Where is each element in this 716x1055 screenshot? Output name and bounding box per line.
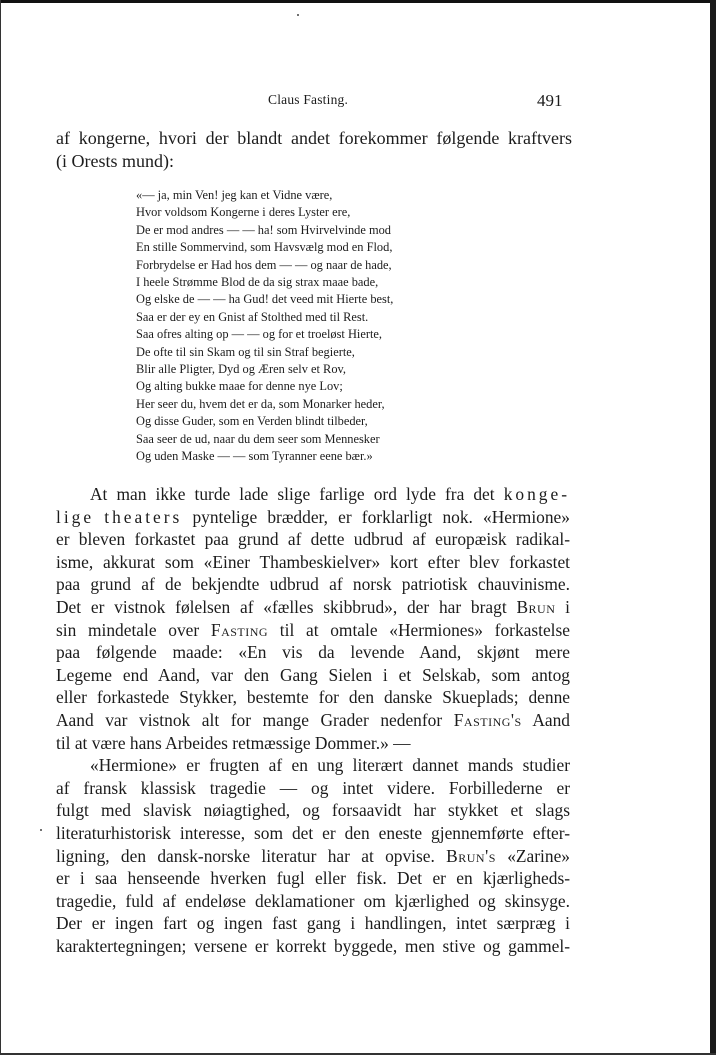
- text-line: [56, 619, 570, 642]
- text-line: [56, 596, 570, 619]
- intro-text: [56, 127, 572, 173]
- scan-speck: [297, 14, 299, 16]
- text-line: (i Orests mund):: [56, 151, 174, 171]
- emphasis-spaced: theaters: [104, 506, 183, 527]
- emphasis-spaced: konge-: [503, 484, 570, 504]
- text-line: tragedie, fuld af endeløse deklamationer om kjærlighed og skinsyge.: [56, 890, 570, 911]
- text-line: [56, 506, 570, 529]
- text-run: til at omtale «Hermiones» forkastelse: [268, 619, 570, 640]
- running-head: Claus Fasting.: [268, 92, 349, 107]
- text-run: At man ikke turde lade slige farlige ord lyde fra det: [90, 484, 495, 504]
- text-line: [56, 709, 570, 732]
- poem-line: Blir alle Pligter, Dyd og Æren selv et Rov,: [136, 362, 346, 377]
- poem-line: De ofte til sin Skam og til sin Straf begierte,: [136, 344, 355, 359]
- text-line: Legeme end Aand, var den Gang Sielen i et Selskab, som antog: [56, 664, 570, 685]
- text-line: eller forkastede Stykker, bestemte for den danske Skueplads; denne: [56, 687, 570, 708]
- author-name: Brun's: [446, 845, 496, 866]
- poem-line: Saa er der ey en Gnist af Stolthed med til Rest.: [136, 309, 369, 324]
- body-text: [56, 483, 570, 957]
- text-run: sin mindetale over: [56, 619, 200, 640]
- text-line: Der er ingen fart og ingen fast gang i handlingen, intet særpræg i: [56, 913, 570, 934]
- scan-edge-right: [710, 0, 716, 1055]
- poem-line: I heele Strømme Blod de da sig strax maae bade,: [136, 275, 379, 290]
- text-line: paa grund af de bekjendte udbrud af norsk patriotisk chauvinisme.: [56, 574, 570, 595]
- poem-line: Forbrydelse er Had hos dem — — og naar de hade,: [136, 257, 392, 272]
- poem-line: Saa seer de ud, naar du dem seer som Mennesker: [136, 431, 380, 446]
- text-line: af kongerne, hvori der blandt andet forekommer følgende kraftvers: [56, 128, 572, 148]
- text-line: til at være hans Arbeides retmæssige Dommer.» —: [56, 732, 411, 753]
- poem-line: Og elske de — — ha Gud! det veed mit Hierte best,: [136, 292, 394, 307]
- poem-line: Og alting bukke maae for denne nye Lov;: [136, 379, 343, 394]
- text-line: «Hermione» er frugten af en ung literært dannet mands studier: [90, 755, 570, 776]
- emphasis-spaced: lige: [56, 506, 95, 527]
- text-run: Aand var vistnok alt for mange Grader nedenfor: [56, 709, 443, 730]
- text-run: ligning, den dansk-norske literatur har at opvise.: [56, 845, 435, 866]
- text-line: paa følgende maade: «En vis da levende Aand, skjønt mere: [56, 642, 570, 663]
- author-name: Fasting's: [453, 709, 522, 730]
- text-run: i: [555, 596, 570, 617]
- scan-speck: [40, 829, 42, 831]
- author-name: Fasting: [210, 619, 269, 640]
- poem-line: Hvor voldsom Kongerne i deres Lyster ere,: [136, 205, 351, 220]
- poem-line: Og uden Maske — — som Tyranner eene bær.»: [136, 449, 373, 464]
- poem-line: Saa ofres alting op — — og for et troeløst Hierte,: [136, 327, 383, 342]
- poem-line: Her seer du, hvem det er da, som Monarker heder,: [136, 396, 385, 411]
- text-run: «Zarine»: [495, 845, 570, 866]
- poem-line: De er mod andres — — ha! som Hvirvelvinde mod: [136, 222, 391, 237]
- author-name: Brun: [516, 596, 556, 617]
- text-line: karaktertegningen; versene er korrekt byggede, men stive og gammel-: [56, 935, 570, 956]
- text-line: [56, 845, 570, 868]
- text-line: literaturhistorisk interesse, som det er den eneste gjennemførte efter-: [56, 822, 570, 843]
- text-line: [56, 483, 570, 506]
- text-run: Det er vistnok følelsen af «fælles skibbrud», der har bragt: [56, 596, 507, 617]
- scan-edge-left: [0, 0, 1, 1055]
- poem-line: En stille Sommervind, som Havsvælg mod en Flod,: [136, 240, 393, 255]
- page-number: 491: [537, 91, 563, 110]
- scan-edge-top: [0, 0, 716, 3]
- text-line: er i saa henseende hverken fugl eller fisk. Det er en kjærligheds-: [56, 868, 570, 889]
- poem-block: [136, 187, 536, 466]
- text-line: isme, akkurat som «Einer Thambeskielver» kort efter blev forkastet: [56, 551, 570, 572]
- text-line: er bleven forkastet paa grund af dette udbrud af europæisk radikal-: [56, 529, 570, 550]
- page-header: [0, 92, 716, 112]
- text-run: pyntelige brædder, er forklarligt nok. «Hermione»: [182, 506, 570, 527]
- text-line: af fransk klassisk tragedie — og intet videre. Forbillederne er: [56, 777, 570, 798]
- text-run: Aand: [521, 709, 570, 730]
- text-line: fulgt med slavisk nøiagtighed, og forsaavidt har stykket et slags: [56, 800, 570, 821]
- poem-line: Og disse Guder, som en Verden blindt tilbeder,: [136, 414, 368, 429]
- poem-line: «— ja, min Ven! jeg kan et Vidne være,: [136, 188, 333, 202]
